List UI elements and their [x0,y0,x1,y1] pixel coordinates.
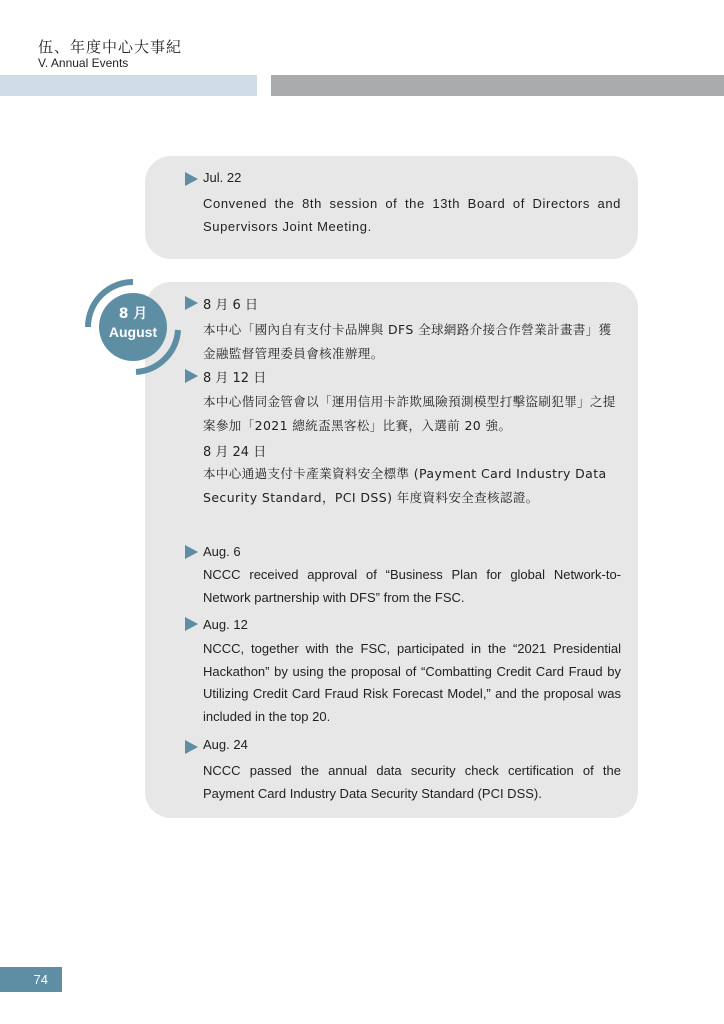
event-text-cn: 本中心偕同金管會以「運用信用卡詐欺風險預測模型打擊盜刷犯罪」之提案參加「2021 總統盃黑客松」比賽，入選前 20 強。 [203,394,616,433]
event-date-cn: 8 月 6 日 [203,298,258,313]
page-number: 74 [0,967,62,992]
section-title-en: V. Annual Events [38,56,129,70]
event-text-cn: 本中心「國內自有支付卡品牌與 DFS 全球網路介接合作營業計畫書」獲金融監督管理委員會核准辦理。 [203,322,612,361]
header-bar-light [0,75,257,96]
month-label-en: August [108,324,158,340]
event-text: NCCC, together with the FSC, participated in the “2021 Presidential Hackathon” by using the proposal of “Combatting Credit Card Fraud by Utilizing Credit Card Fraud Risk Forecast Model,” and the proposal was included in the top 20. [203,641,621,724]
event-date-cn: 8 月 24 日 [203,445,267,460]
event-text-cn: 本中心通過支付卡產業資料安全標準 (Payment Card Industry Data Security Standard，PCI DSS) 年度資料安全查核認證。 [203,466,607,505]
event-date: Aug. 24 [203,737,248,752]
event-date: Aug. 6 [203,544,241,559]
bullet-triangle-icon [185,172,198,186]
event-text: Convened the 8th session of the 13th Board of Directors and Supervisors Joint Meeting. [203,196,621,234]
bullet-triangle-icon [185,545,198,559]
event-text: NCCC passed the annual data security check certification of the Payment Card Industry Data Security Standard (PCI DSS). [203,763,621,801]
event-date: Jul. 22 [203,170,242,185]
bullet-triangle-icon [185,296,198,310]
event-date: Aug. 12 [203,617,248,632]
bullet-triangle-icon [185,740,198,754]
event-date-cn: 8 月 12 日 [203,371,267,386]
header-bar-gray [271,75,724,96]
bullet-triangle-icon [185,617,198,631]
event-text: NCCC received approval of “Business Plan for global Network-to-Network partnership with DFS” from the FSC. [203,567,621,605]
bullet-triangle-icon [185,369,198,383]
section-title-cn: 伍、年度中心大事紀 [38,38,183,56]
month-label-cn: 8 月 [118,306,148,322]
